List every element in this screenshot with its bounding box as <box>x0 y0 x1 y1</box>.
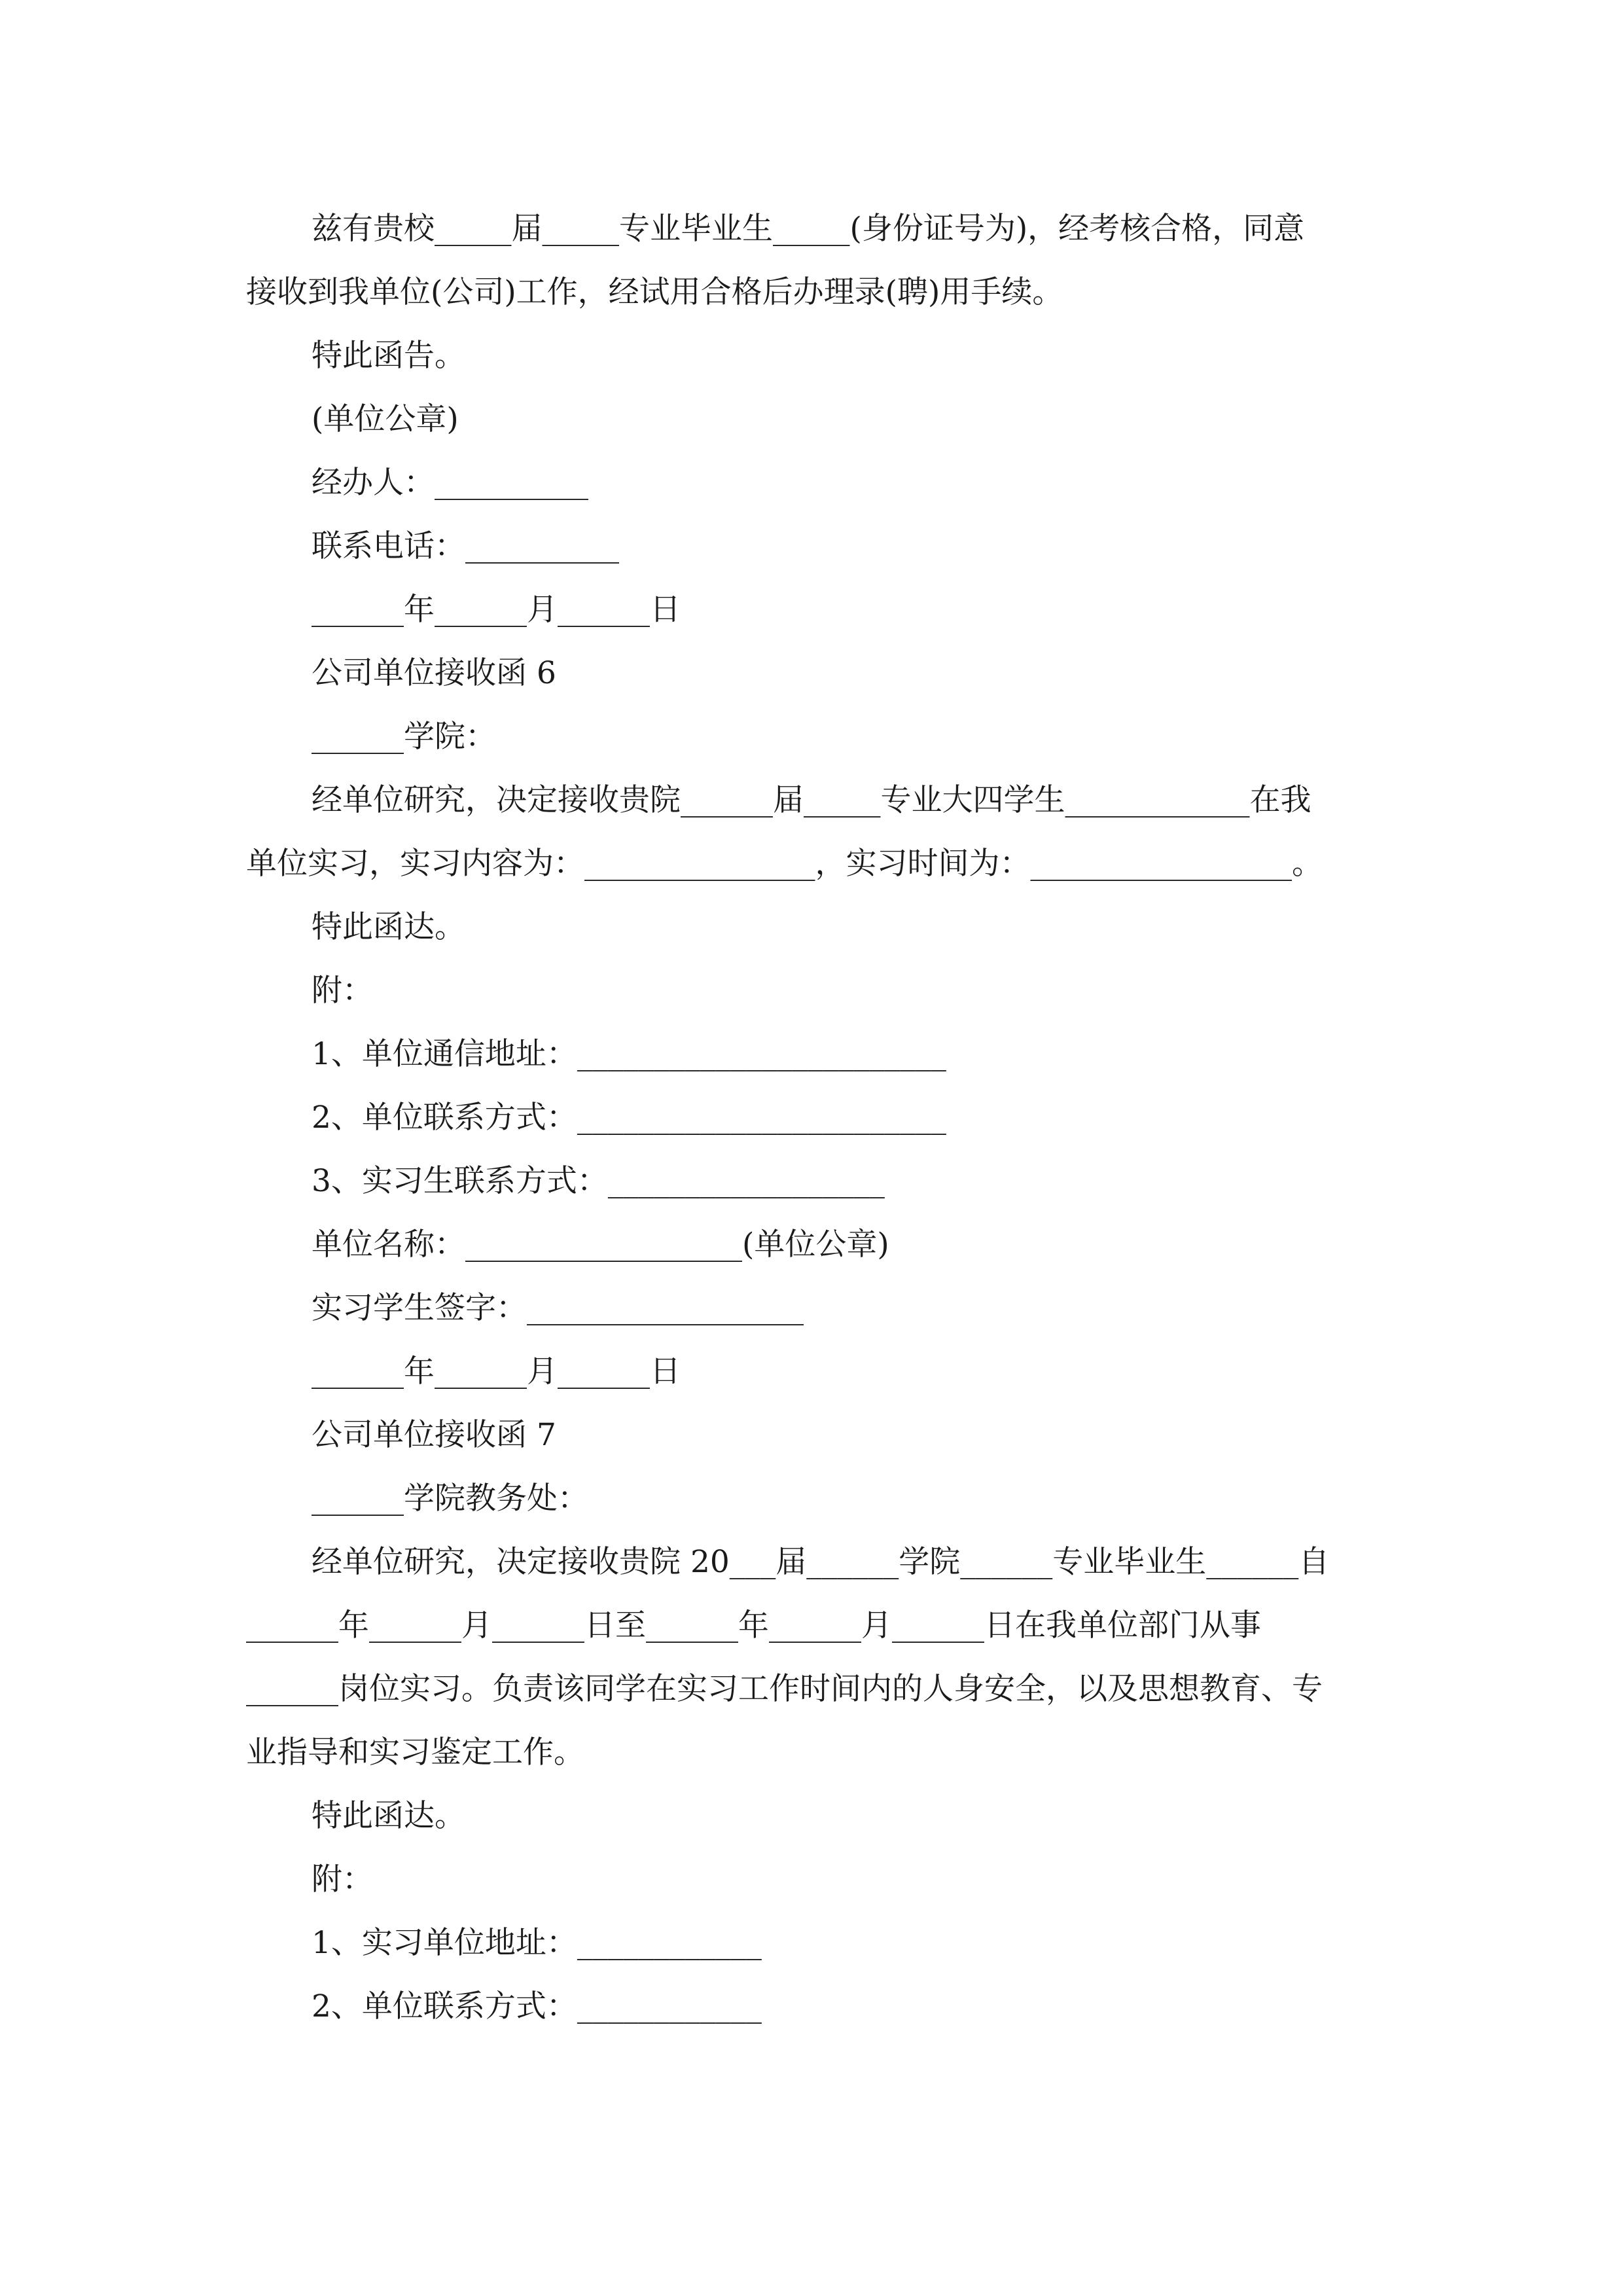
handler-field: 经办人：__________ <box>312 465 588 501</box>
paragraph-line: 经单位研究，决定接收贵院______届_____专业大四学生____________在我 <box>312 782 1311 818</box>
closing-line: 特此函达。 <box>312 1798 465 1834</box>
salutation-line: ______学院： <box>312 719 496 755</box>
salutation-line: ______学院教务处： <box>312 1480 588 1516</box>
closing-line: 特此函告。 <box>312 338 465 374</box>
paragraph-line: 业指导和实习鉴定工作。 <box>246 1734 584 1770</box>
paragraph-line: 接收到我单位(公司)工作，经试用合格后办理录(聘)用手续。 <box>246 274 1063 310</box>
date-field: ______年______月______日 <box>312 592 681 628</box>
signature-field: 实习学生签字：__________________ <box>312 1290 804 1326</box>
paragraph-line: 经单位研究，决定接收贵院 20___届______学院______专业毕业生______自 <box>312 1544 1330 1580</box>
paragraph-line: 单位实习，实习内容为：_______________，实习时间为：_________________。 <box>246 846 1323 882</box>
closing-line: 特此函达。 <box>312 909 465 945</box>
intern-contact-field: 3、实习生联系方式：__________________ <box>312 1163 885 1199</box>
address-field: 1、单位通信地址：________________________ <box>312 1036 946 1072</box>
date-field: ______年______月______日 <box>312 1354 681 1390</box>
paragraph-line: ______岗位实习。负责该同学在实习工作时间内的人身安全，以及思想教育、专 <box>246 1671 1323 1707</box>
contact-field: 2、单位联系方式：________________________ <box>312 1100 946 1136</box>
unit-name-field: 单位名称：__________________(单位公章) <box>312 1227 889 1263</box>
seal-label: (单位公章) <box>312 401 459 437</box>
phone-field: 联系电话：__________ <box>312 528 619 564</box>
address-field: 1、实习单位地址：____________ <box>312 1925 762 1961</box>
attachment-label: 附： <box>312 1861 373 1897</box>
contact-field: 2、单位联系方式：____________ <box>312 1988 762 2024</box>
attachment-label: 附： <box>312 973 373 1009</box>
paragraph-line: 兹有贵校_____届_____专业毕业生_____(身份证号为)，经考核合格，同意 <box>312 211 1305 247</box>
paragraph-line: ______年______月______日至______年______月______日在我单位部门从事 <box>246 1607 1261 1643</box>
section-title: 公司单位接收函 6 <box>312 655 556 691</box>
section-title: 公司单位接收函 7 <box>312 1417 556 1453</box>
